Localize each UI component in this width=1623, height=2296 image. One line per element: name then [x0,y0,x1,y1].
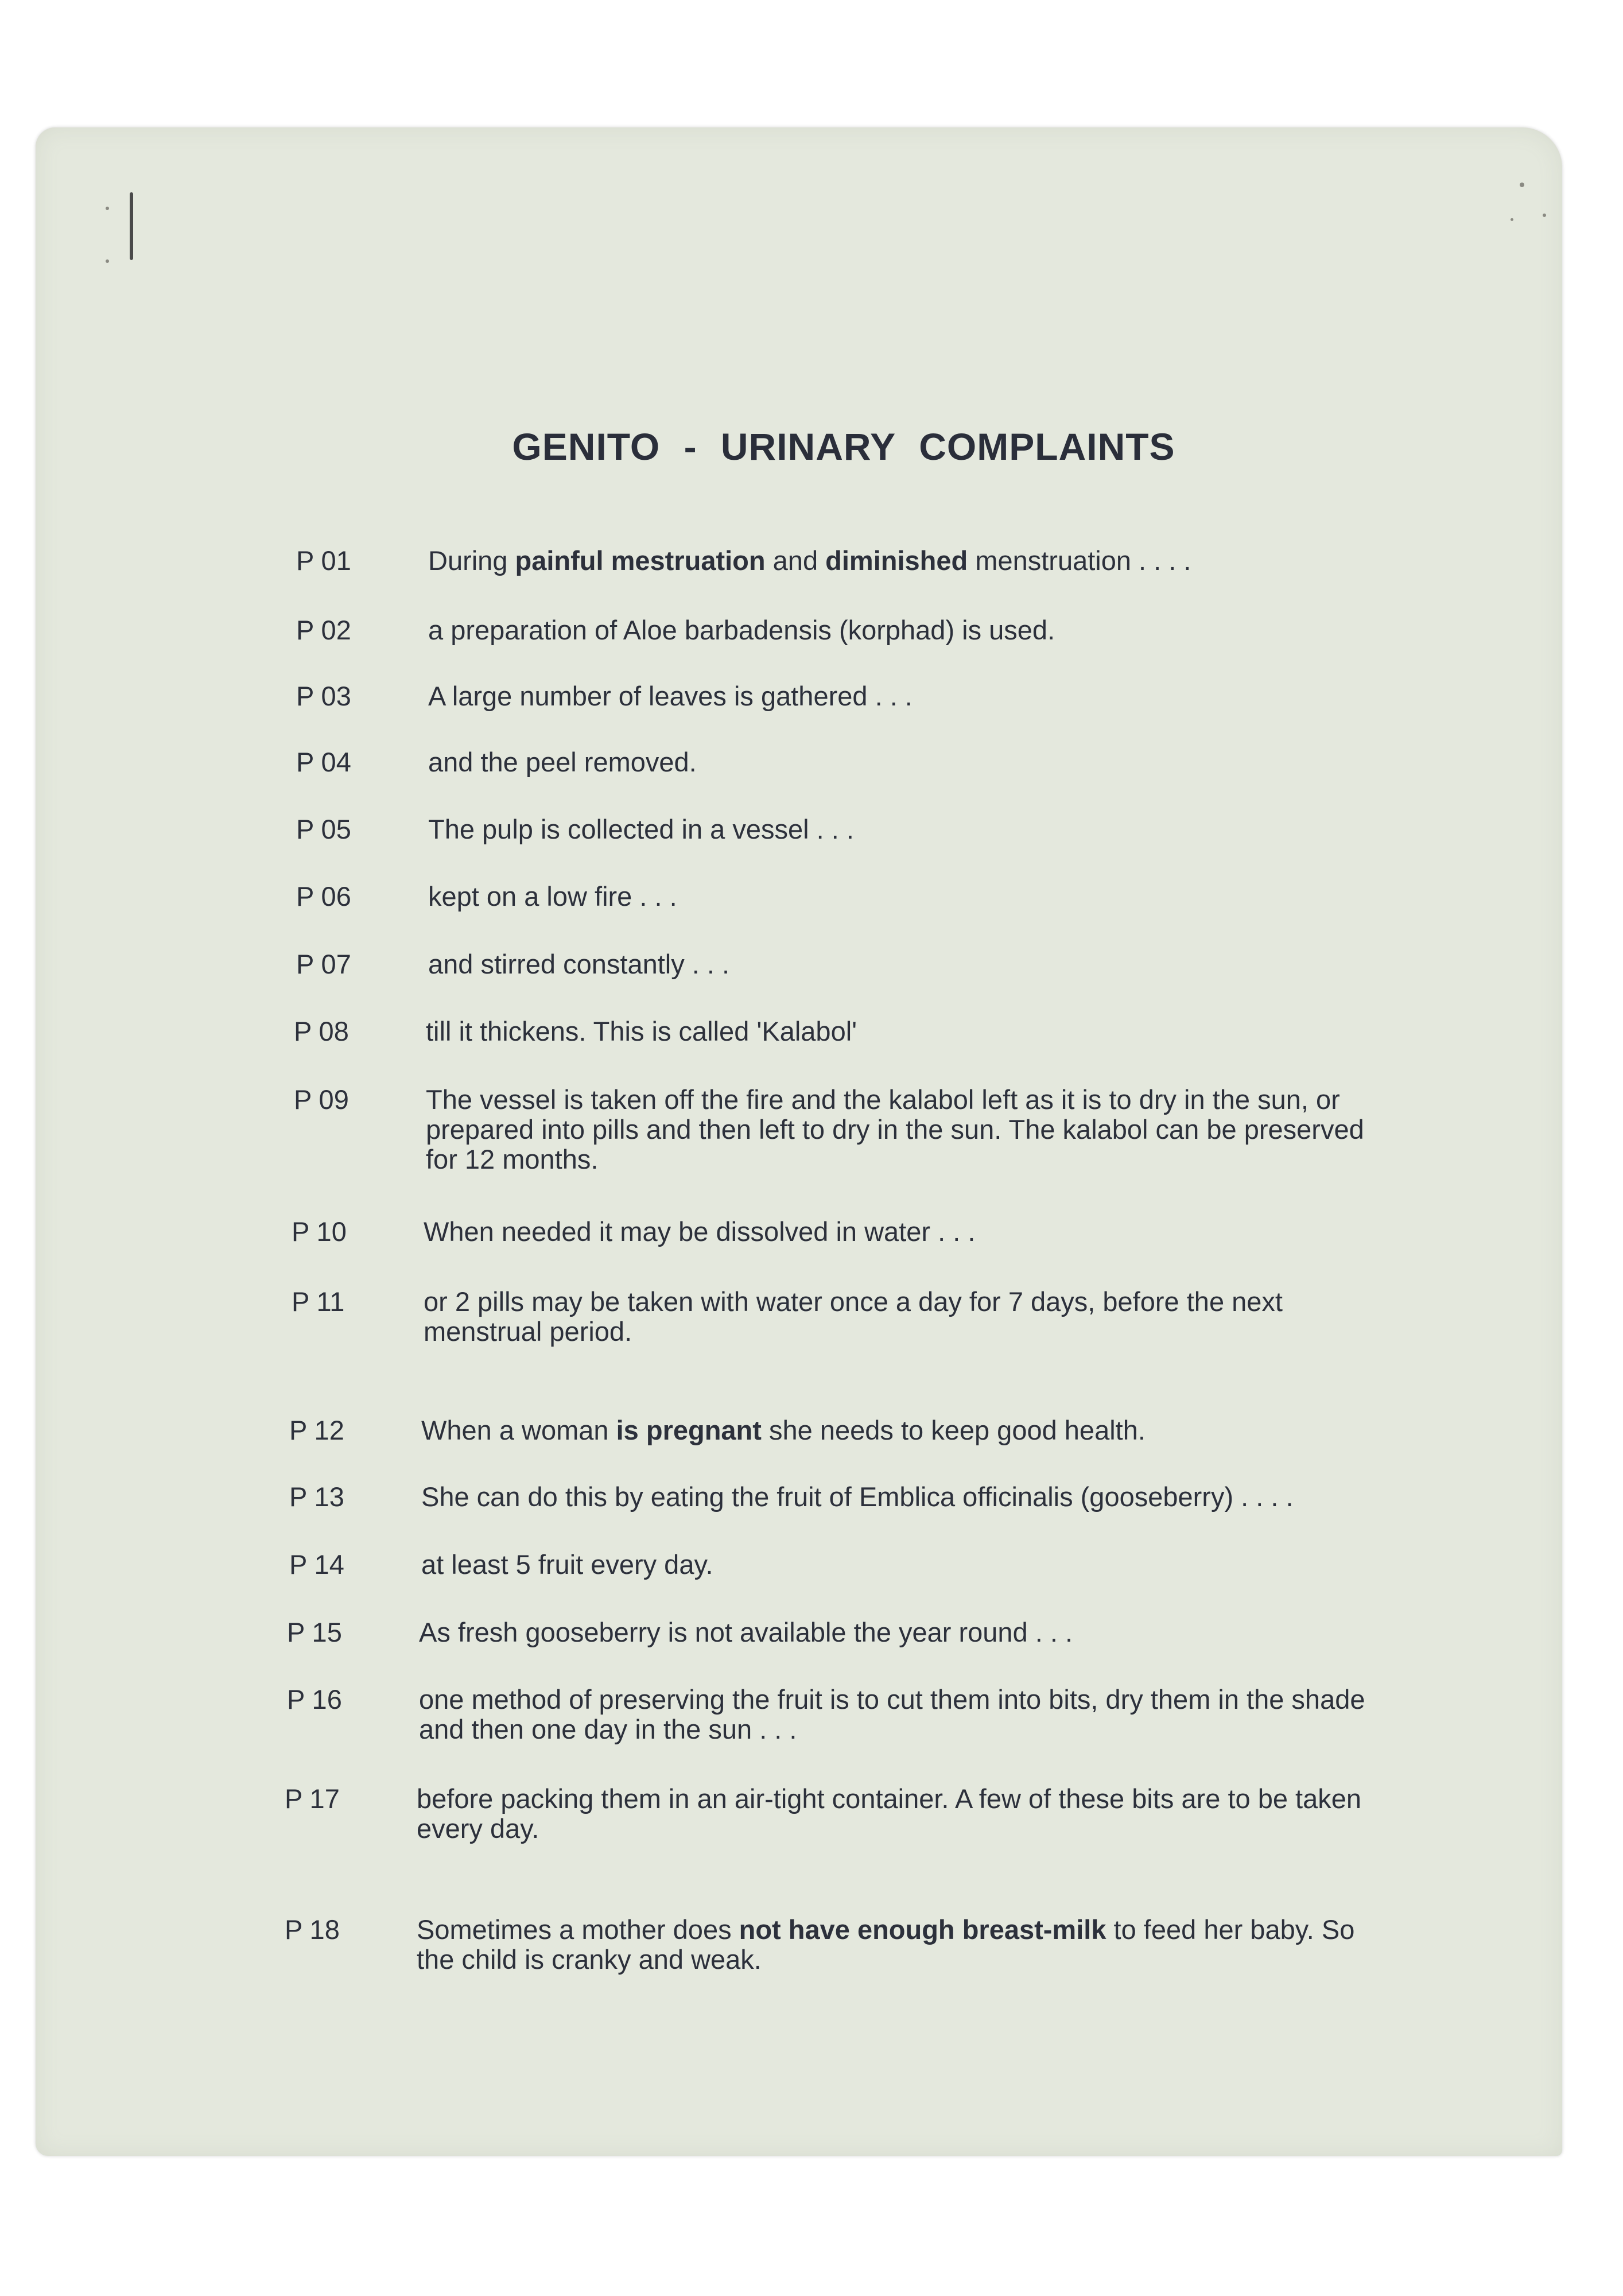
entry-code: P 11 [292,1286,345,1317]
paper-speck [1543,214,1546,217]
entry-code: P 05 [296,814,351,844]
entry-text: and the peel removed. [428,747,697,777]
entry-text: till it thickens. This is called 'Kalabol' [426,1016,857,1046]
entry-code: P 14 [289,1549,344,1580]
paper-speck [106,207,109,210]
entry-code: P 15 [287,1617,342,1647]
entry-code: P 02 [296,615,351,645]
entry-text: kept on a low fire . . . [428,881,677,912]
entry-text: one method of preserving the fruit is to cut them into bits, dry them in the shade and then one day in the sun . . . [419,1684,1365,1744]
entry-text: before packing them in an air-tight container. A few of these bits are to be taken every day. [417,1783,1362,1844]
entry-code: P 10 [292,1216,347,1247]
entry-text: or 2 pills may be taken with water once a day for 7 days, before the next menstrual period. [424,1286,1283,1347]
entry-text: As fresh gooseberry is not available the year round . . . [419,1617,1073,1647]
page-title: GENITO - URINARY COMPLAINTS [512,425,1175,468]
entry-text: When a woman is pregnant she needs to keep good health. [421,1415,1146,1445]
entry-code: P 03 [296,681,351,711]
entry-text: She can do this by eating the fruit of Emblica officinalis (gooseberry) . . . . [421,1481,1294,1512]
entry-text: The pulp is collected in a vessel . . . [428,814,854,844]
entry-code: P 17 [285,1783,340,1814]
entry-code: P 12 [289,1415,344,1445]
entry-text: a preparation of Aloe barbadensis (korphad) is used. [428,615,1055,645]
margin-pen-mark [130,192,133,260]
entry-text: Sometimes a mother does not have enough breast-milk to feed her baby. So the child is cranky and weak. [417,1914,1355,1975]
entry-code: P 18 [285,1914,340,1945]
entry-text: and stirred constantly . . . [428,949,730,979]
entry-text: During painful mestruation and diminished menstruation . . . . [428,545,1191,576]
entry-code: P 08 [294,1016,349,1046]
entry-code: P 16 [287,1684,342,1715]
entry-code: P 07 [296,949,351,979]
entry-text: When needed it may be dissolved in water . . . [424,1216,976,1247]
entry-text: at least 5 fruit every day. [421,1549,713,1580]
entry-code: P 01 [296,545,351,576]
paper-speck [106,259,109,263]
entry-text: A large number of leaves is gathered . . . [428,681,913,711]
entry-text: The vessel is taken off the fire and the kalabol left as it is to dry in the sun, or prepared into pills and then left to dry in the sun. The kalabol can be preserved for 12 months. [426,1084,1364,1174]
paper-speck [1511,218,1513,221]
entry-code: P 06 [296,881,351,912]
paper-speck [1520,183,1524,187]
entry-code: P 09 [294,1084,349,1115]
entry-code: P 13 [289,1481,344,1512]
entry-code: P 04 [296,747,351,777]
